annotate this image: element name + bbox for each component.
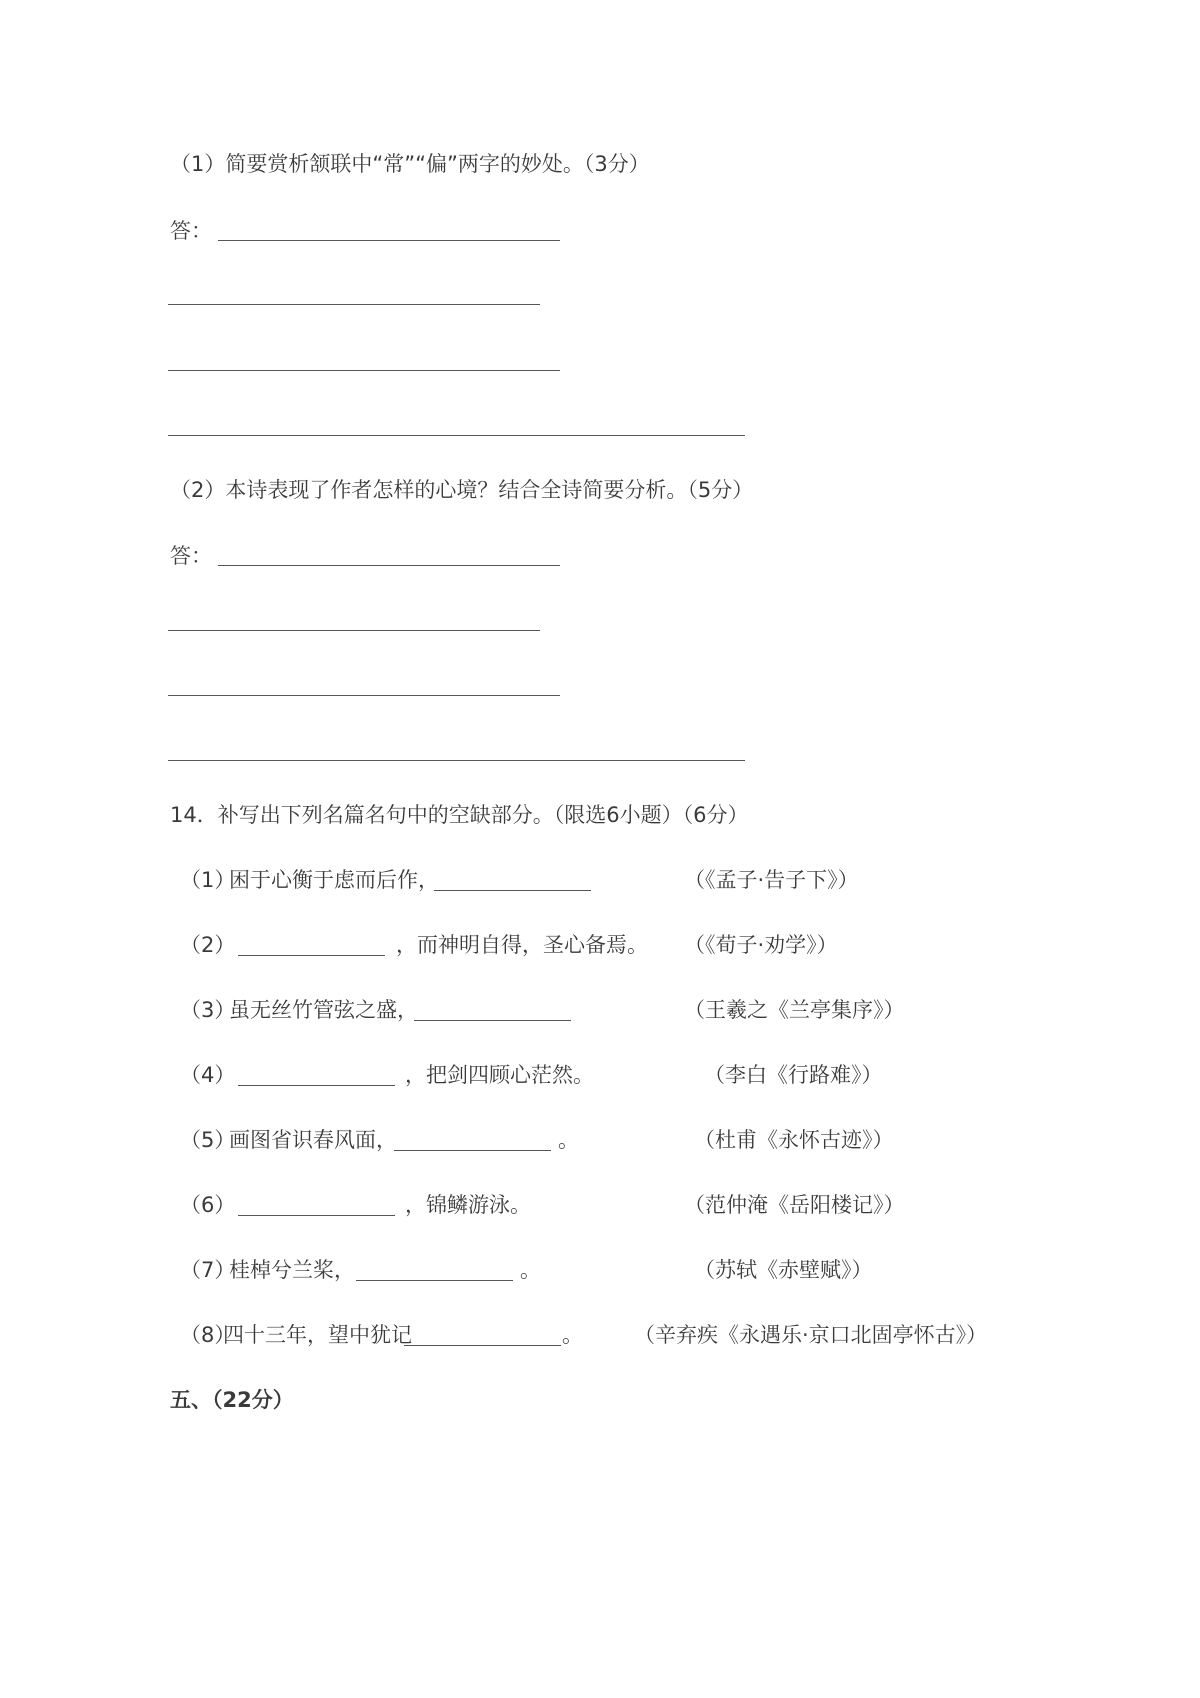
item-text-after: 。 — [562, 1323, 583, 1347]
q2-answer-line-1[interactable] — [218, 565, 560, 566]
item-text-after: ，锦鳞游泳。 — [405, 1193, 531, 1217]
item-source: （李白《行路难》） — [704, 1063, 883, 1087]
item-number: （3） — [180, 998, 236, 1022]
q2-answer-label: 答： — [170, 544, 212, 568]
fill-blank-5[interactable] — [394, 1150, 551, 1151]
item-number: （2） — [180, 933, 236, 957]
item-source: （苏轼《赤壁赋》） — [694, 1258, 873, 1282]
q14-heading: 14．补写出下列名篇名句中的空缺部分。（限选6小题）（6分） — [170, 803, 749, 827]
fill-blank-6[interactable] — [238, 1215, 395, 1216]
fill-blank-3[interactable] — [414, 1020, 571, 1021]
item-text-before: 困于心衡于虑而后作， — [229, 868, 439, 892]
item-text-before: 四十三年，望中犹记 — [223, 1323, 412, 1347]
item-number: （5） — [180, 1128, 236, 1152]
q2-prompt: （2）本诗表现了作者怎样的心境？结合全诗简要分析。（5分） — [170, 478, 754, 502]
item-text-before: 画图省识春风面， — [229, 1128, 397, 1152]
item-number: （4） — [180, 1063, 236, 1087]
item-text-after: 。 — [558, 1128, 579, 1152]
item-text-after: 。 — [520, 1258, 541, 1282]
item-text-before: 虽无丝竹管弦之盛， — [229, 998, 418, 1022]
q1-answer-line-3[interactable] — [168, 370, 560, 371]
fill-blank-4[interactable] — [238, 1085, 395, 1086]
fill-blank-8[interactable] — [404, 1345, 561, 1346]
q2-answer-line-2[interactable] — [168, 630, 540, 631]
fill-blank-2[interactable] — [238, 955, 385, 956]
q1-answer-line-4[interactable] — [168, 435, 745, 436]
section-5-heading: 五、（22分） — [170, 1388, 294, 1412]
fill-blank-1[interactable] — [434, 890, 591, 891]
item-text-before: 桂棹兮兰桨， — [229, 1258, 355, 1282]
q1-answer-label: 答： — [170, 219, 212, 243]
q1-answer-line-1[interactable] — [218, 240, 560, 241]
item-number: （7） — [180, 1258, 236, 1282]
item-source: （范仲淹《岳阳楼记》） — [684, 1193, 905, 1217]
item-source: （《荀子·劝学》） — [684, 933, 838, 957]
item-source: （杜甫《永怀古迹》） — [694, 1128, 894, 1152]
item-number: （6） — [180, 1193, 236, 1217]
q2-answer-line-3[interactable] — [168, 695, 560, 696]
q1-prompt: （1）简要赏析颔联中“常”“偏”两字的妙处。（3分） — [170, 152, 650, 176]
item-text-after: ，而神明自得，圣心备焉。 — [396, 933, 648, 957]
fill-blank-7[interactable] — [356, 1280, 513, 1281]
q1-answer-line-2[interactable] — [168, 304, 540, 305]
item-source: （《孟子·告子下》） — [684, 868, 859, 892]
item-source: （辛弃疾《永遇乐·京口北固亭怀古》） — [634, 1323, 988, 1347]
item-number: （8） — [180, 1323, 236, 1347]
item-source: （王羲之《兰亭集序》） — [684, 998, 905, 1022]
item-number: （1） — [180, 868, 236, 892]
item-text-after: ，把剑四顾心茫然。 — [405, 1063, 594, 1087]
q2-answer-line-4[interactable] — [168, 760, 745, 761]
